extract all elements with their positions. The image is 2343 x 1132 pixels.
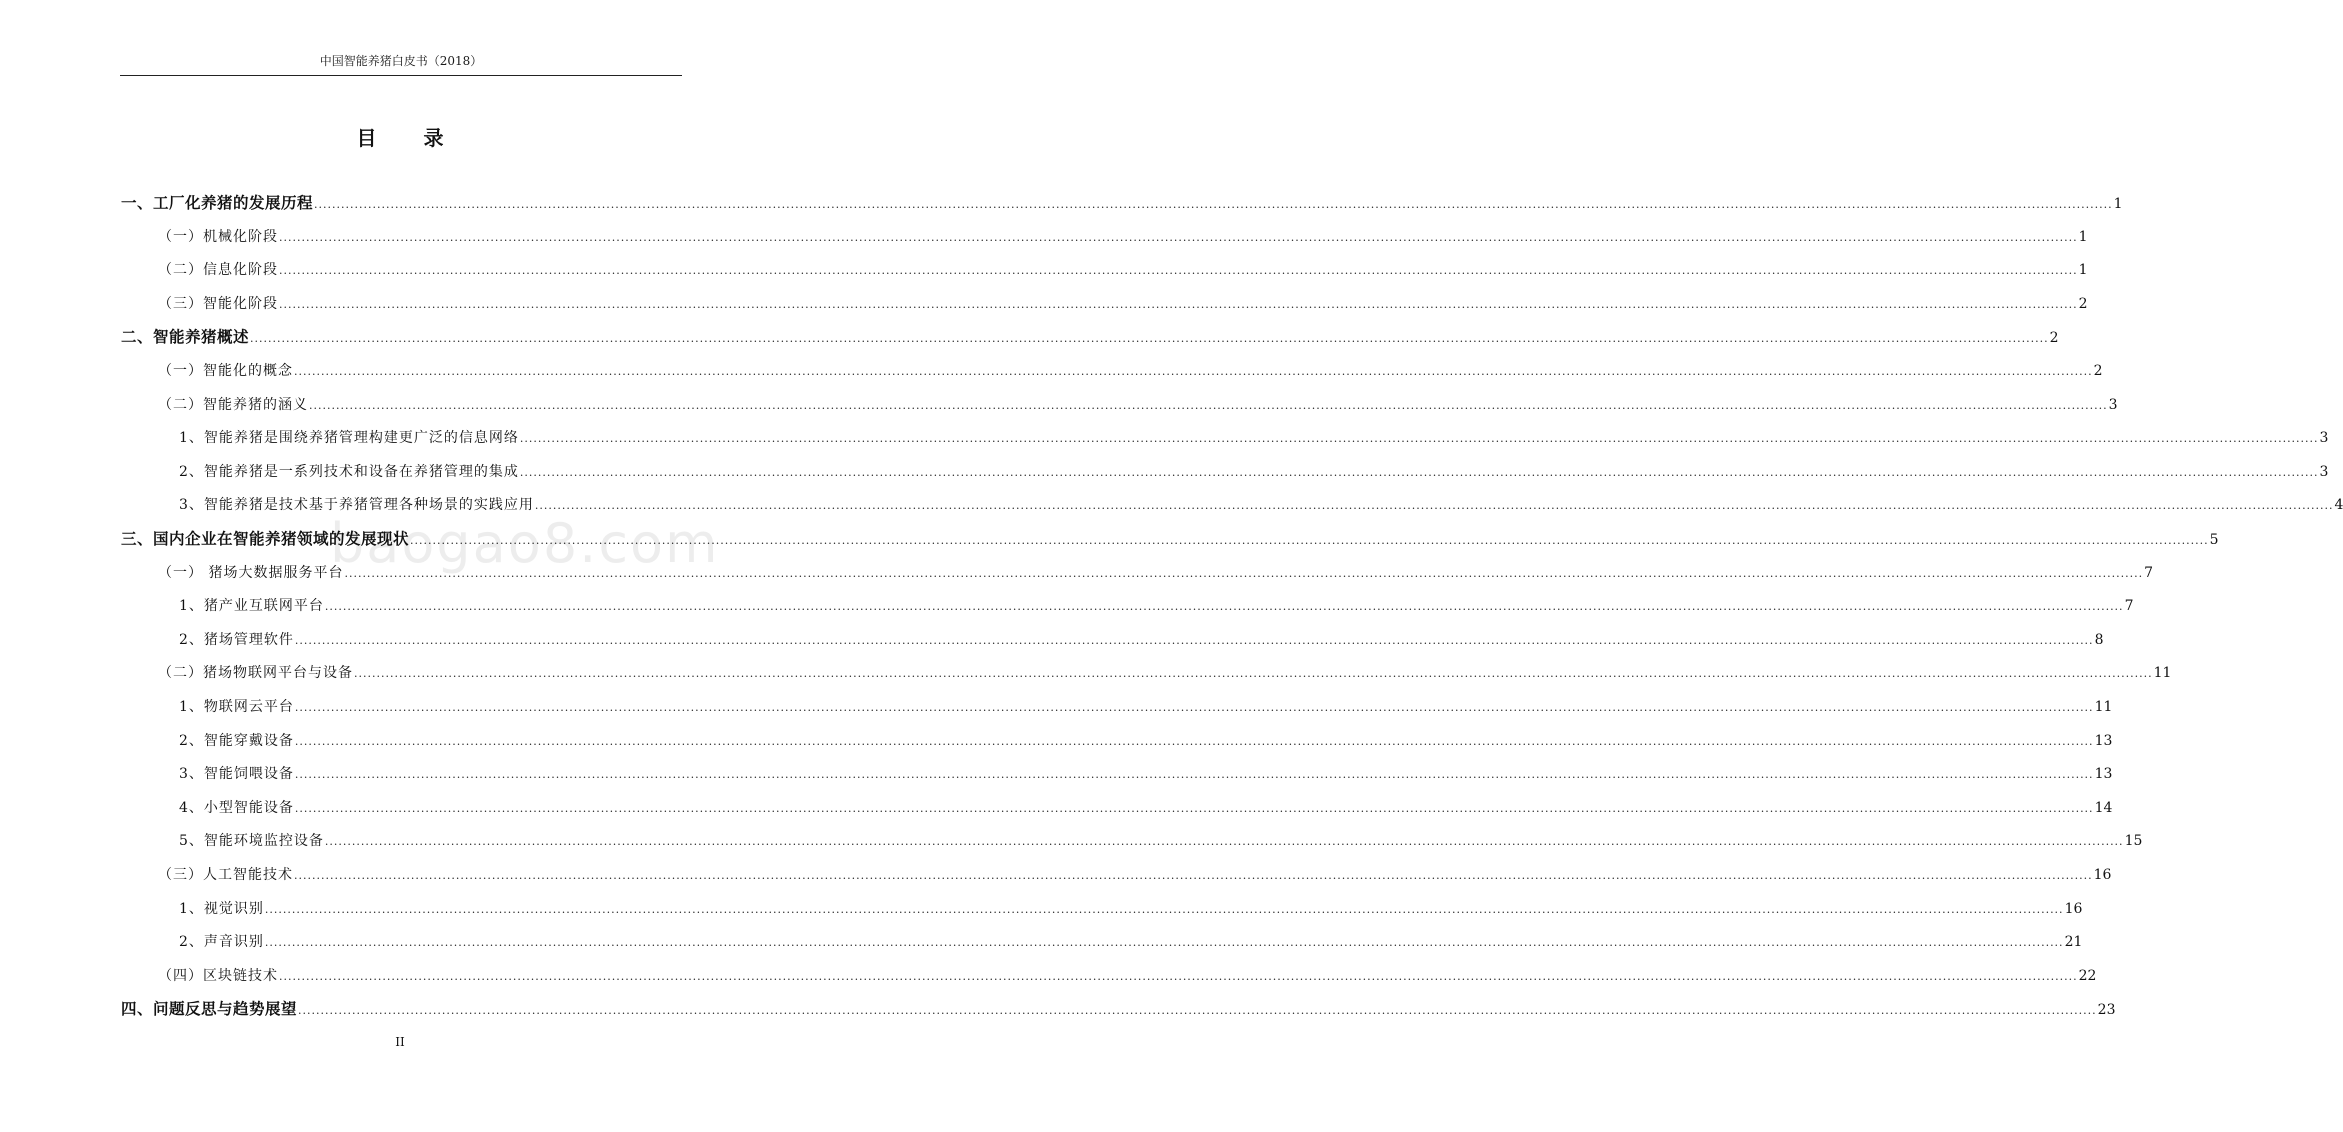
toc-entry-title: （三）智能化阶段 bbox=[158, 295, 278, 312]
header-rule bbox=[120, 75, 682, 76]
toc-entry-page: 2 bbox=[2078, 295, 2088, 312]
watermark: baogao8.com bbox=[330, 512, 720, 575]
dot-leader: ................................................................................................................................................................................................................................................................................................................................................................................................................ bbox=[294, 633, 2094, 647]
dot-leader: ................................................................................................................................................................................................................................................................................................................................................................................................................ bbox=[294, 869, 2093, 882]
toc-entry-title: （一）机械化阶段 bbox=[158, 228, 278, 245]
dot-leader: ................................................................................................................................................................................................................................................................................................................................................................................................................ bbox=[294, 734, 2094, 748]
dot-leader: ................................................................................................................................................................................................................................................................................................................................................................................................................ bbox=[279, 297, 2078, 311]
toc-entry-title: 1、物联网云平台 bbox=[179, 699, 294, 715]
toc-entry-page: 11 bbox=[2153, 665, 2172, 682]
toc-entry-page: 22 bbox=[2078, 967, 2097, 984]
dot-leader: ................................................................................................................................................................................................................................................................................................................................................................................................................ bbox=[264, 902, 2064, 916]
toc-entry-page: 14 bbox=[2094, 799, 2113, 816]
toc-entry-page: 13 bbox=[2094, 732, 2113, 749]
toc-entry-title: 3、智能饲喂设备 bbox=[179, 766, 294, 783]
toc-entry-page: 1 bbox=[2078, 228, 2088, 245]
dot-leader: ................................................................................................................................................................................................................................................................................................................................................................................................................ bbox=[279, 264, 2078, 278]
toc-entry-title: 一、工厂化养猪的发展历程 bbox=[121, 193, 314, 212]
toc-entry-page: 8 bbox=[2094, 631, 2104, 648]
dot-leader: ................................................................................................................................................................................................................................................................................................................................................................................................................ bbox=[519, 465, 2319, 479]
dot-leader: ................................................................................................................................................................................................................................................................................................................................................................................................................ bbox=[410, 534, 2209, 547]
toc-entry-title: 2、声音识别 bbox=[179, 934, 264, 951]
toc-entry[interactable] bbox=[121, 324, 2059, 350]
toc-entry-title: 2、猪场管理软件 bbox=[179, 631, 294, 648]
toc-entry-page: 1 bbox=[2078, 262, 2088, 279]
toc-entry-page: 11 bbox=[2094, 699, 2113, 715]
toc-entry-page: 3 bbox=[2319, 463, 2329, 480]
toc-entry-title: 1、视觉识别 bbox=[179, 900, 264, 917]
toc-entry-page: 16 bbox=[2064, 900, 2083, 917]
dot-leader: ................................................................................................................................................................................................................................................................................................................................................................................................................ bbox=[344, 566, 2144, 580]
toc-entry-title: （一） 猪场大数据服务平台 bbox=[158, 564, 344, 581]
dot-leader: ................................................................................................................................................................................................................................................................................................................................................................................................................ bbox=[354, 667, 2153, 681]
toc-entry[interactable] bbox=[121, 761, 2113, 787]
toc-entry[interactable] bbox=[121, 560, 2154, 586]
toc-entry-title: 2、智能穿戴设备 bbox=[179, 732, 294, 749]
toc-entry[interactable] bbox=[121, 929, 2083, 955]
toc-entry[interactable] bbox=[121, 627, 2104, 653]
toc-entry-page: 7 bbox=[2124, 598, 2134, 615]
toc-entry-title: 1、猪产业互联网平台 bbox=[179, 598, 324, 615]
dot-leader: ................................................................................................................................................................................................................................................................................................................................................................................................................ bbox=[519, 432, 2319, 446]
toc-entry[interactable] bbox=[121, 190, 2123, 216]
toc-entry[interactable] bbox=[121, 526, 2219, 552]
toc-entry-page: 23 bbox=[2097, 1002, 2116, 1019]
toc-entry[interactable] bbox=[121, 996, 2116, 1022]
toc-entry-page: 21 bbox=[2064, 934, 2083, 951]
dot-leader: ................................................................................................................................................................................................................................................................................................................................................................................................................ bbox=[279, 230, 2078, 244]
toc-entry[interactable] bbox=[121, 392, 2118, 418]
toc-entry[interactable] bbox=[121, 963, 2097, 989]
toc-entry-page: 7 bbox=[2144, 564, 2154, 581]
toc-entry-page: 15 bbox=[2124, 833, 2143, 850]
toc-entry[interactable] bbox=[121, 896, 2083, 922]
toc-entry-page: 4 bbox=[2334, 497, 2343, 514]
toc-entry-title: （二）猪场物联网平台与设备 bbox=[158, 665, 353, 682]
toc-entry-title: （一）智能化的概念 bbox=[158, 363, 293, 379]
toc-entry-page: 16 bbox=[2093, 867, 2112, 883]
toc-entry[interactable] bbox=[121, 694, 2113, 720]
toc-entry-title: 二、智能养猪概述 bbox=[121, 327, 250, 347]
running-header: 中国智能养猪白皮书（2018） bbox=[319, 54, 483, 68]
dot-leader: ................................................................................................................................................................................................................................................................................................................................................................................................................ bbox=[279, 969, 2078, 983]
toc-entry[interactable] bbox=[121, 358, 2103, 384]
toc-entry-page: 2 bbox=[2093, 363, 2103, 379]
toc-entry[interactable] bbox=[121, 291, 2088, 317]
dot-leader: ................................................................................................................................................................................................................................................................................................................................................................................................................ bbox=[314, 198, 2113, 211]
toc-entry[interactable] bbox=[121, 828, 2143, 854]
toc-entry[interactable] bbox=[121, 492, 2343, 518]
toc-entry-page: 3 bbox=[2319, 430, 2329, 447]
dot-leader: ................................................................................................................................................................................................................................................................................................................................................................................................................ bbox=[250, 332, 2049, 346]
toc-entry[interactable] bbox=[121, 862, 2112, 888]
dot-leader: ................................................................................................................................................................................................................................................................................................................................................................................................................ bbox=[264, 936, 2064, 950]
toc-entry[interactable] bbox=[121, 224, 2088, 250]
toc-entry[interactable] bbox=[121, 593, 2134, 619]
page-title: 目 录 bbox=[356, 126, 464, 150]
toc-entry-page: 1 bbox=[2113, 196, 2123, 212]
toc-entry-title: 3、智能养猪是技术基于养猪管理各种场景的实践应用 bbox=[179, 497, 534, 514]
toc-entry[interactable] bbox=[121, 459, 2329, 485]
toc-entry-title: （三）人工智能技术 bbox=[158, 867, 293, 883]
dot-leader: ................................................................................................................................................................................................................................................................................................................................................................................................................ bbox=[324, 835, 2124, 849]
toc-entry-title: 三、国内企业在智能养猪领域的发展现状 bbox=[121, 529, 410, 548]
toc-entry-title: 四、问题反思与趋势展望 bbox=[121, 999, 298, 1019]
dot-leader: ................................................................................................................................................................................................................................................................................................................................................................................................................ bbox=[298, 1004, 2097, 1018]
toc-entry[interactable] bbox=[121, 795, 2113, 821]
toc-entry-title: 5、智能环境监控设备 bbox=[179, 833, 324, 850]
toc-entry[interactable] bbox=[121, 425, 2329, 451]
toc-entry-page: 3 bbox=[2108, 396, 2118, 413]
toc-entry-page: 2 bbox=[2049, 330, 2059, 347]
dot-leader: ................................................................................................................................................................................................................................................................................................................................................................................................................ bbox=[294, 768, 2094, 782]
toc-entry-page: 5 bbox=[2209, 532, 2219, 548]
toc-entry[interactable] bbox=[121, 660, 2172, 686]
toc-entry-title: （四）区块链技术 bbox=[158, 967, 278, 984]
page-number: II bbox=[395, 1035, 405, 1049]
dot-leader: ................................................................................................................................................................................................................................................................................................................................................................................................................ bbox=[534, 499, 2334, 513]
dot-leader: ................................................................................................................................................................................................................................................................................................................................................................................................................ bbox=[324, 600, 2124, 614]
toc-entry-title: 1、智能养猪是围绕养猪管理构建更广泛的信息网络 bbox=[179, 430, 519, 447]
toc-entry-title: （二）智能养猪的涵义 bbox=[158, 396, 308, 413]
toc-entry-title: （二）信息化阶段 bbox=[158, 262, 278, 279]
toc-entry[interactable] bbox=[121, 257, 2088, 283]
toc-entry[interactable] bbox=[121, 728, 2113, 754]
toc-entry-title: 4、小型智能设备 bbox=[179, 799, 294, 816]
dot-leader: ................................................................................................................................................................................................................................................................................................................................................................................................................ bbox=[294, 365, 2093, 378]
dot-leader: ................................................................................................................................................................................................................................................................................................................................................................................................................ bbox=[294, 701, 2094, 714]
dot-leader: ................................................................................................................................................................................................................................................................................................................................................................................................................ bbox=[309, 398, 2108, 412]
dot-leader: ................................................................................................................................................................................................................................................................................................................................................................................................................ bbox=[294, 801, 2094, 815]
toc-entry-page: 13 bbox=[2094, 766, 2113, 783]
toc-entry-title: 2、智能养猪是一系列技术和设备在养猪管理的集成 bbox=[179, 463, 519, 480]
